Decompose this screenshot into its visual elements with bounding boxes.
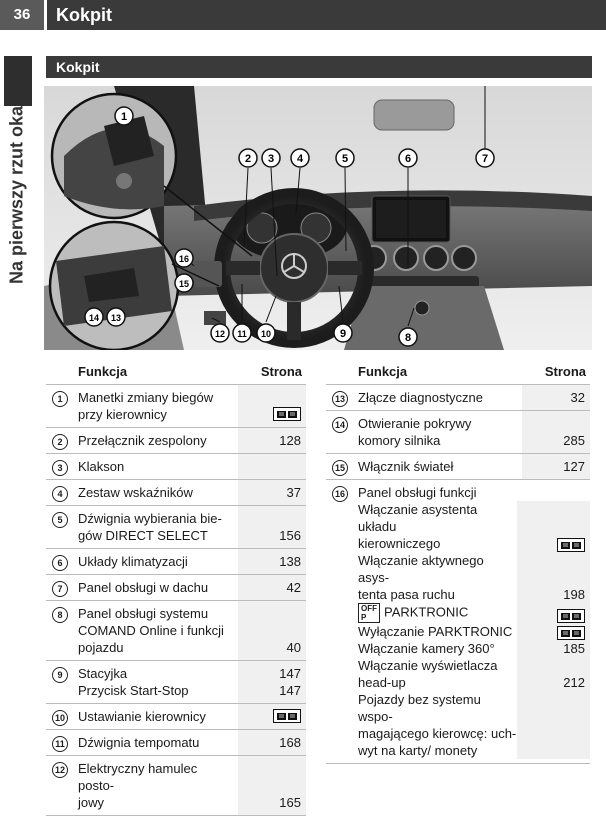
sub-item: [358, 623, 590, 640]
page-ref: 32: [570, 390, 585, 405]
callout-4: [291, 149, 309, 167]
function-table-left: [46, 358, 306, 816]
section-title: Kokpit: [56, 59, 100, 75]
function-text: kierowniczego: [358, 536, 441, 551]
page-ref: 37: [286, 485, 301, 500]
section-bar: [46, 56, 592, 78]
function-text: przy kierownicy: [78, 407, 167, 422]
photo-code: P68.10-4595-31: [530, 338, 588, 347]
book-reference-icon: [557, 538, 585, 552]
callout-16: [175, 249, 193, 267]
page-ref: 128: [279, 433, 301, 448]
svg-text:4: 4: [296, 153, 304, 165]
book-reference-icon: [557, 609, 585, 623]
page-cell: [238, 601, 306, 660]
callout-13: [107, 308, 125, 326]
item-number: 4: [52, 486, 68, 502]
table-row: [46, 428, 306, 454]
page-ref: 156: [279, 528, 301, 543]
item-number: 11: [52, 736, 68, 752]
side-tab-label: Na pierwszy rzut oka: [6, 105, 27, 285]
function-text: gów DIRECT SELECT: [78, 528, 208, 543]
function-text: Panel obsługi systemu: [78, 606, 209, 621]
callout-7: [476, 149, 494, 167]
page-column-header: Strona: [260, 363, 302, 379]
item-number: 6: [52, 555, 68, 571]
page-cell: [238, 661, 306, 703]
function-text: Włączanie kamery 360°: [358, 641, 495, 656]
page-ref: 285: [563, 433, 585, 448]
svg-text:12: 12: [214, 329, 226, 339]
item-number: 5: [52, 512, 68, 528]
table-row: [326, 411, 590, 454]
table-row: [46, 506, 306, 549]
callout-10: [257, 324, 275, 342]
callout-5: [336, 149, 354, 167]
page-cell: [517, 640, 590, 657]
function-text: Otwieranie pokrywy: [358, 416, 472, 431]
callout-12: [211, 324, 229, 342]
function-text: Wyłączanie PARKTRONIC: [358, 624, 513, 639]
item-number: 7: [52, 581, 68, 597]
function-text: jowy: [78, 795, 105, 810]
svg-text:9: 9: [339, 328, 347, 340]
function-text: Dźwignia tempomatu: [78, 735, 200, 750]
item-number: 1: [52, 391, 68, 407]
item-number: 3: [52, 460, 68, 476]
item-number: 16: [332, 486, 348, 502]
function-title: Panel obsługi funkcji: [358, 485, 477, 500]
svg-text:1: 1: [120, 111, 128, 123]
page-column-header: Strona: [544, 363, 586, 379]
item-number: 12: [52, 762, 68, 778]
svg-text:5: 5: [341, 153, 349, 165]
page-ref: 212: [563, 675, 585, 690]
callout-3: [262, 149, 280, 167]
svg-text:15: 15: [178, 279, 190, 289]
function-text: Przycisk Start-Stop: [78, 683, 189, 698]
page-ref: 40: [286, 640, 301, 655]
function-column-header: Funkcja: [358, 363, 408, 379]
page-ref: 147: [279, 666, 301, 681]
function-text: PARKTRONIC: [384, 604, 469, 620]
callout-1: [115, 107, 133, 125]
table-row: [326, 385, 590, 411]
parktronic-off-icon: OFF P: [358, 603, 380, 623]
table-row: [46, 601, 306, 661]
page-cell: [517, 623, 590, 640]
function-text: Włączanie aktywnego asys-: [358, 553, 484, 585]
item-number: 14: [332, 417, 348, 433]
page-cell: [517, 691, 590, 759]
item-number: 8: [52, 607, 68, 623]
page-cell: [517, 501, 590, 552]
item-number: 13: [332, 391, 348, 407]
function-text: Przełącznik zespolony: [78, 433, 207, 448]
sub-item: [358, 640, 590, 657]
sub-item: [358, 552, 590, 603]
function-text: wyt na karty/ monety: [358, 743, 478, 758]
table-row: [326, 480, 590, 764]
table-row: [326, 454, 590, 480]
page-number: 36: [0, 0, 44, 30]
page-ref: 42: [286, 580, 301, 595]
function-text: Włącznik świateł: [358, 459, 454, 474]
header-separator: [44, 0, 47, 30]
table-row: [46, 385, 306, 428]
page-cell: [517, 552, 590, 603]
function-text: Panel obsługi w dachu: [78, 580, 209, 595]
item-number: 10: [52, 710, 68, 726]
page-cell: [517, 657, 590, 691]
item-number: 9: [52, 667, 68, 683]
callout-2: [239, 149, 257, 167]
callout-6: [399, 149, 417, 167]
book-reference-icon: [273, 407, 301, 421]
cockpit-photo: [44, 86, 592, 350]
page-cell: [238, 385, 306, 427]
function-column-header: Funkcja: [78, 363, 128, 379]
table-row: [46, 756, 306, 816]
function-text: Włączanie asystenta układu: [358, 502, 478, 534]
function-text: Elektryczny hamulec posto-: [78, 761, 198, 793]
svg-text:14: 14: [88, 313, 100, 323]
table-header: [46, 358, 306, 385]
book-reference-icon: [557, 626, 585, 640]
function-text: COMAND Online i funkcji: [78, 623, 224, 638]
page-cell: [522, 411, 590, 453]
callout-15: [175, 274, 193, 292]
table-row: [46, 454, 306, 480]
book-reference-icon: [273, 709, 301, 723]
page-cell: [238, 428, 306, 453]
function-text: Manetki zmiany biegów: [78, 390, 214, 405]
callout-9: [334, 324, 352, 342]
sub-item: [358, 501, 590, 552]
page-cell: [238, 480, 306, 505]
svg-text:10: 10: [260, 329, 272, 339]
table-header: [326, 358, 590, 385]
item-number: 2: [52, 434, 68, 450]
function-text: Klakson: [78, 459, 125, 474]
table-row: [46, 730, 306, 756]
page-ref: 168: [279, 735, 301, 750]
function-text: pojazdu: [78, 640, 124, 655]
item-number: 15: [332, 460, 348, 476]
callout-11: [233, 324, 251, 342]
page-ref: 198: [563, 587, 585, 602]
page-ref: 147: [279, 683, 301, 698]
header-title: Kokpit: [56, 5, 112, 25]
page-cell: [522, 454, 590, 479]
svg-text:7: 7: [481, 153, 489, 165]
callout-14: [85, 308, 103, 326]
table-row: [46, 661, 306, 704]
function-text: tenta pasa ruchu: [358, 587, 455, 602]
side-tab-marker: [4, 56, 32, 106]
function-text: Układy klimatyzacji: [78, 554, 188, 569]
function-text: komory silnika: [358, 433, 441, 448]
svg-text:16: 16: [178, 254, 190, 264]
page-cell: [238, 549, 306, 574]
page-cell: [517, 603, 590, 623]
page-cell: [238, 756, 306, 815]
table-row: [46, 480, 306, 506]
sub-item: [358, 603, 590, 623]
function-text: Zestaw wskaźników: [78, 485, 193, 500]
svg-text:6: 6: [404, 153, 412, 165]
svg-text:13: 13: [110, 313, 122, 323]
function-text: Stacyjka: [78, 666, 128, 681]
sub-item: [358, 691, 590, 759]
function-text: magającego kierowcę: uch-: [358, 726, 517, 741]
function-text: Ustawianie kierownicy: [78, 709, 206, 724]
page-cell: [238, 575, 306, 600]
sub-item: [358, 657, 590, 691]
page-cell: [238, 506, 306, 548]
function-text: Dźwignia wybierania bie-: [78, 511, 222, 526]
table-row: [46, 575, 306, 601]
page-ref: 185: [563, 641, 585, 656]
page-header: [0, 0, 606, 30]
function-text: Włączanie wyświetlacza: [358, 658, 498, 673]
svg-text:3: 3: [267, 153, 275, 165]
svg-text:11: 11: [237, 329, 247, 339]
page-cell: [238, 730, 306, 755]
function-text: Złącze diagnostyczne: [358, 390, 484, 405]
page-cell: [238, 454, 306, 479]
page-ref: 165: [279, 795, 301, 810]
function-text: head-up: [358, 675, 406, 690]
page-cell: [238, 704, 306, 729]
table-row: [46, 704, 306, 730]
side-tab: [2, 100, 32, 290]
function-text: Pojazdy bez systemu wspo-: [358, 692, 481, 724]
svg-text:2: 2: [244, 153, 252, 165]
page-cell: [522, 385, 590, 410]
function-table-right: [326, 358, 590, 764]
page-ref: 127: [563, 459, 585, 474]
page-ref: 138: [279, 554, 301, 569]
table-row: [46, 549, 306, 575]
svg-text:8: 8: [404, 332, 412, 344]
callout-8: [399, 328, 417, 346]
